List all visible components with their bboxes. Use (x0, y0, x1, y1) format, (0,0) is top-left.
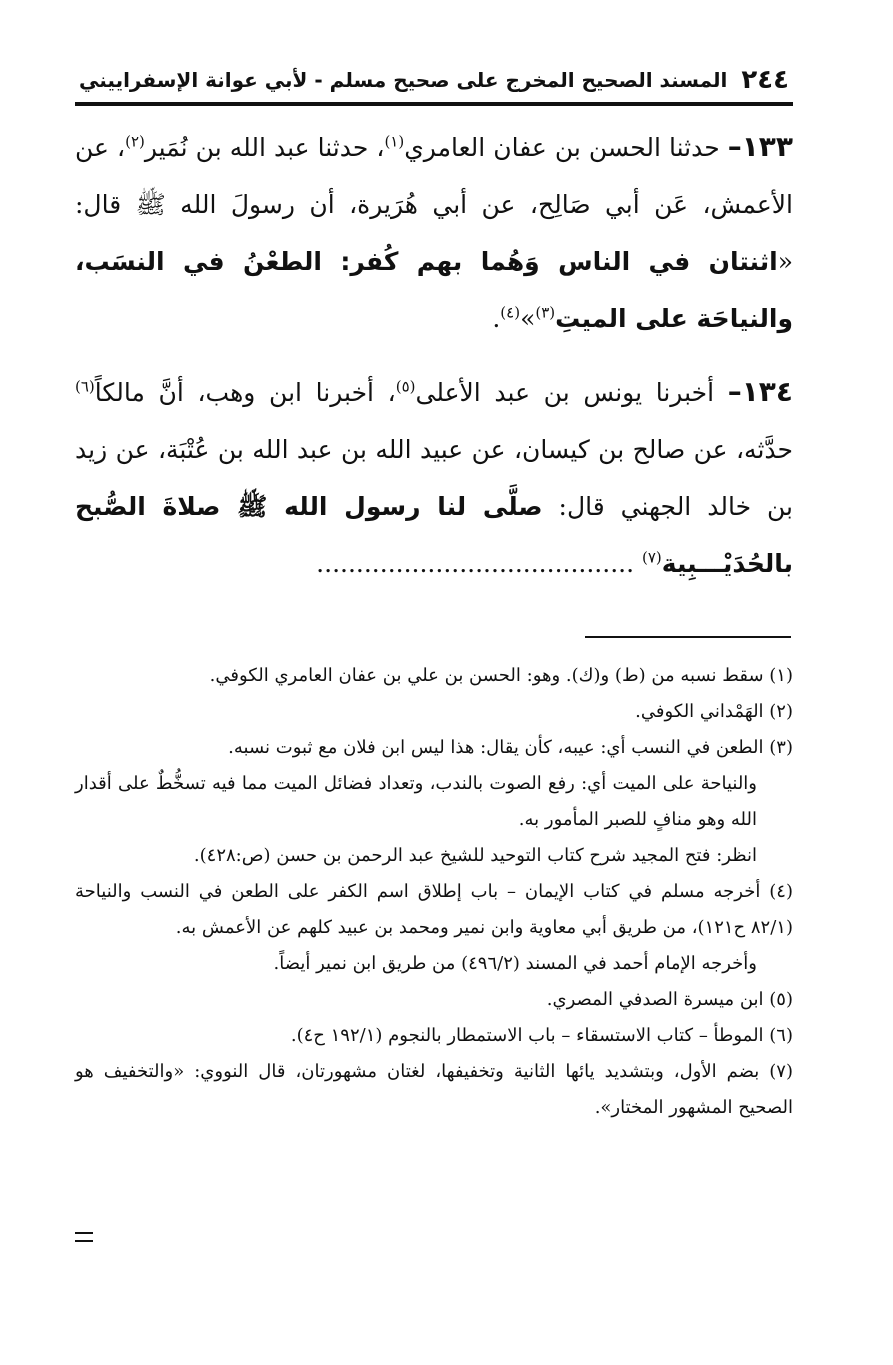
running-title: المسند الصحيح المخرج على صحيح مسلم - لأبي عوانة الإسفراييني (79, 68, 728, 92)
hadith-matn: صلَّى لنا رسول الله ﷺ صلاةَ الصُّبح بالحُدَيْـــبِية (75, 492, 793, 578)
hadith-134 (75, 363, 793, 592)
footnote: (٤) أخرجه مسلم في كتاب الإيمان – باب إطلاق اسم الكفر على الطعن في النسب والنياحة (٨٢/١ ح١٢١)، من طريق أبي معاوية وابن نمير ومحمد بن عبيد كلهم عن الأعمش به. (75, 881, 793, 938)
header-rule (75, 102, 793, 106)
page-number: ٢٤٤ (741, 65, 789, 95)
continuation-dots: ........................................ (316, 549, 642, 578)
hadith-matn: اثنتان في الناس وَهُما بهم كُفر: الطعْنُ في النسَب، والنياحَة على الميتِ (75, 247, 793, 333)
page-header (75, 60, 793, 100)
text-run: . (492, 304, 501, 333)
text-run: أخبرنا يونس بن عبد الأعلى (415, 378, 728, 407)
footnote: والنياحة على الميت أي: رفع الصوت بالندب، وتعداد فضائل الميت مما فيه تسخُّطٌ على أقدار الله وهو منافٍ للصبر المأمور به. (75, 773, 757, 830)
text-run: حدَّثه، عن صالح بن كيسان، عن عبيد الله بن عبد الله بن عُتْبَة، عن زيد بن خالد الجهني قال: (75, 435, 793, 521)
footnote: (٧) بضم الأول، وبتشديد يائها الثانية وتخفيفها، لغتان مشهورتان، قال النووي: «والتخفيف هو الصحيح المشهور المختار». (75, 1061, 793, 1118)
footnote-ref[interactable]: (٣) (535, 303, 556, 322)
footnote-ref[interactable]: (٦) (75, 377, 95, 396)
footnote-ref[interactable]: (٥) (395, 377, 416, 396)
footnote: (٣) الطعن في النسب أي: عيبه، كأن يقال: هذا ليس ابن فلان مع ثبوت نسبه. (228, 737, 793, 758)
footnote: انظر: فتح المجيد شرح كتاب التوحيد للشيخ عبد الرحمن بن حسن (ص:٤٢٨). (193, 845, 757, 866)
footnote: (٥) ابن ميسرة الصدفي المصري. (546, 989, 793, 1010)
footnotes (75, 658, 793, 1126)
footnote-ref[interactable]: (٤) (500, 303, 521, 322)
text-run: ، عن الأعمش، عَن أبي صَالِح، عن أبي هُرَيرة، أن رسولَ الله ﷺ قال: « (75, 133, 793, 276)
footnote-ref[interactable]: (٢) (125, 132, 145, 151)
text-run: ، حدثنا عبد الله بن نُمَير (144, 133, 385, 162)
footnote: (٦) الموطأ – كتاب الاستسقاء – باب الاستمطار بالنجوم (١٩٢/١ ح٤). (290, 1025, 793, 1046)
footnote: (١) سقط نسبه من (ط) و(ك). وهو: الحسن بن علي بن عفان العامري الكوفي. (209, 665, 793, 686)
text-run: » (520, 304, 536, 333)
hadith-number: ١٣٤– (727, 375, 793, 408)
footnote: وأخرجه الإمام أحمد في المسند (٤٩٦/٢) من طريق ابن نمير أيضاً. (273, 953, 757, 974)
book-page (75, 60, 793, 1126)
footnote-ref[interactable]: (٧) (642, 548, 662, 567)
footnote-separator (585, 636, 791, 638)
hadith-133 (75, 118, 793, 347)
main-text (75, 118, 793, 592)
hadith-number: ١٣٣– (727, 130, 793, 163)
footnote-ref[interactable]: (١) (384, 132, 405, 151)
end-mark (75, 1232, 93, 1242)
footnote: (٢) الهَمْداني الكوفي. (635, 701, 793, 722)
text-run: حدثنا الحسن بن عفان العامري (404, 133, 728, 162)
text-run: ، أخبرنا ابن وهب، أنَّ مالكاً (94, 378, 396, 407)
